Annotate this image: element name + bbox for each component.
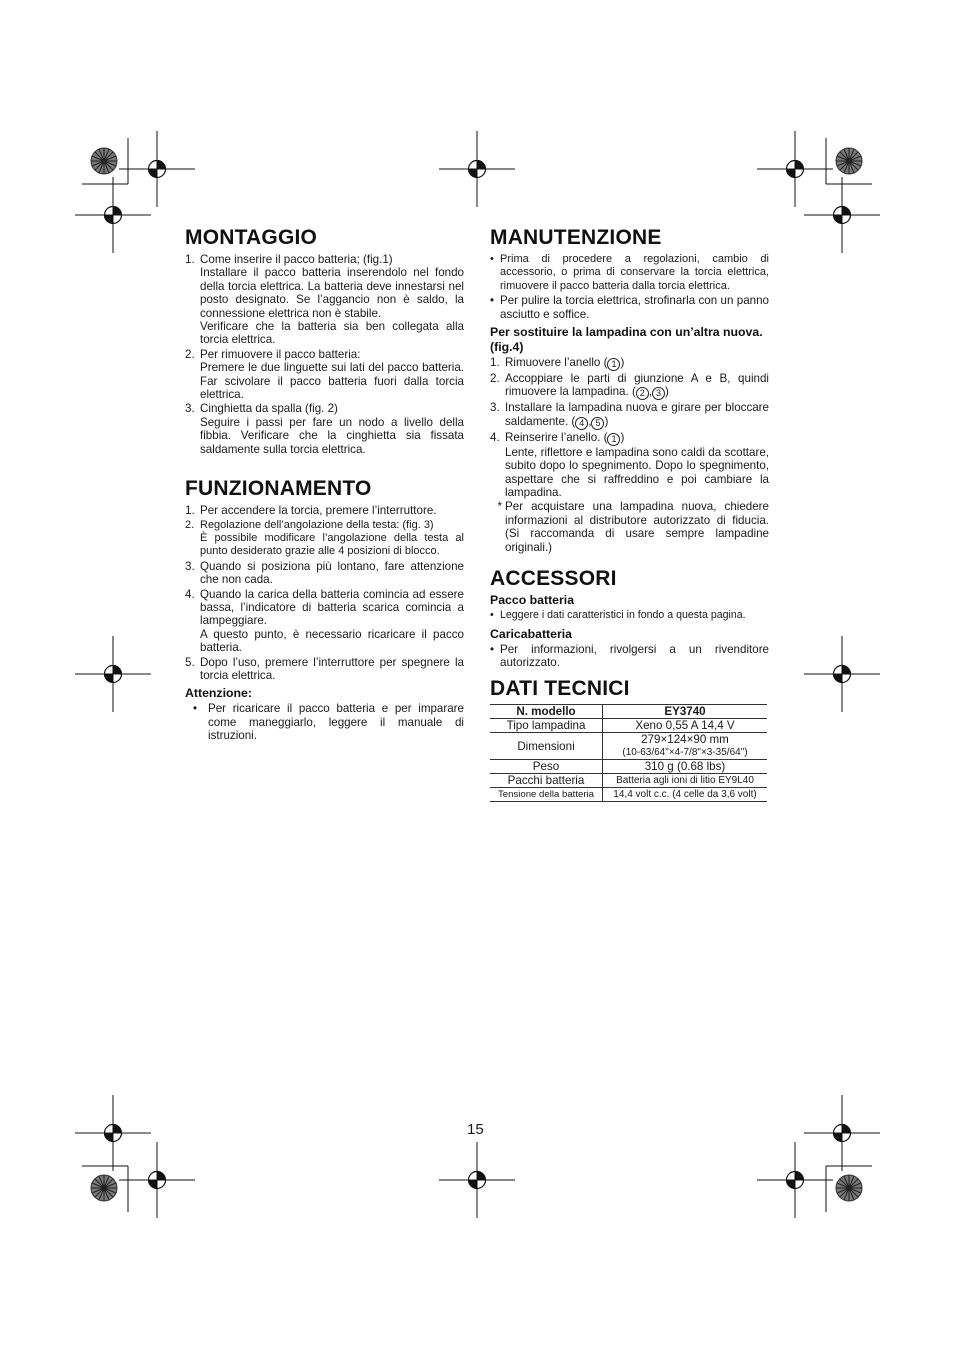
circled-number: 1 bbox=[607, 433, 620, 446]
circled-number: 4 bbox=[575, 417, 588, 430]
reg-mark-tr bbox=[757, 131, 880, 253]
list-item: 1. Rimuovere l’anello ( 1 ) bbox=[490, 356, 625, 370]
page-number: 15 bbox=[467, 1121, 484, 1138]
circled-number: 1 bbox=[607, 358, 620, 371]
color-mark-br bbox=[836, 1175, 862, 1201]
list-item: 3. Installare la lampadina nuova e girare per bloccare saldamente. ( 4 , 5 ) bbox=[490, 401, 769, 428]
table-row: Peso 310 g (0.68 lbs) bbox=[490, 760, 767, 774]
reg-mark-bl bbox=[75, 1095, 195, 1218]
reg-mark-ml bbox=[75, 636, 151, 712]
color-mark-tl bbox=[91, 148, 117, 174]
circled-number: 3 bbox=[652, 387, 665, 400]
circled-number: 5 bbox=[591, 417, 604, 430]
list-item: • Leggere i dati caratteristici in fondo a questa pagina. bbox=[490, 609, 746, 622]
note: * Per acquistare una lampadina nuova, chiedere informazioni al distributore autorizzato di fiducia. (Si raccomanda di usare sempre lampadine originali.) bbox=[497, 500, 769, 554]
specs-table bbox=[490, 704, 767, 802]
reg-mark-top-center bbox=[439, 131, 515, 207]
reg-mark-br bbox=[757, 1095, 880, 1218]
section-title-dati-tecnici: DATI TECNICI bbox=[490, 677, 630, 701]
table-header: N. modello EY3740 bbox=[490, 705, 767, 719]
list-item: • Per informazioni, rivolgersi a un rivenditore autorizzato. bbox=[490, 642, 769, 669]
lamp-replacement-title: Per sostituire la lampadina con un’altra nuova. (fig.4) bbox=[490, 325, 763, 355]
charger-title: Caricabatteria bbox=[490, 626, 573, 641]
reg-mark-bottom-center bbox=[439, 1142, 515, 1218]
reg-mark-tl bbox=[75, 131, 195, 253]
section-title-montaggio: MONTAGGIO bbox=[185, 226, 318, 249]
list-item: 5. Dopo l’uso, premere l’interruttore per spegnere la torcia elettrica. bbox=[185, 655, 464, 682]
list-item: 1. Come inserire il pacco batteria; (fig.1) Installare il pacco batteria inserendolo nel fondo della torcia elettrica. La batteria deve innestarsi nel posto designato. Se l’aggancio non è saldo, la connessione elettrica non è stabile. Verificare che la batteria sia ben collegata alla torcia elettrica. bbox=[185, 253, 464, 347]
table-row: Tensione della batteria 14,4 volt c.c. (4 celle da 3,6 volt) bbox=[490, 788, 767, 802]
section-title-manutenzione: MANUTENZIONE bbox=[490, 226, 662, 249]
table-row: Pacchi batteria Batteria agli ioni di litio EY9L40 bbox=[490, 774, 767, 788]
left-column bbox=[185, 224, 464, 744]
list-item: 2. Per rimuovere il pacco batteria: Premere le due linguette sui lati del pacco batteria. Far scivolare il pacco batteria fuori dalla torcia elettrica. bbox=[185, 347, 464, 402]
table-row: Dimensioni 279×124×90 mm (10-63/64"×4-7/8"×3-35/64") bbox=[490, 733, 767, 760]
circled-number: 2 bbox=[636, 387, 649, 400]
list-item: 2. Regolazione dell’angolazione della testa: (fig. 3) È possibile modificare l’angolazione della testa al punto desiderato grazie alle 4 posizioni di blocco. bbox=[185, 518, 464, 558]
reg-mark-mr bbox=[804, 636, 880, 712]
right-column bbox=[490, 224, 769, 802]
attention-label: Attenzione: bbox=[185, 686, 252, 701]
list-item: • Prima di procedere a regolazioni, cambio di accessorio, o prima di conservare la torcia elettrica, rimuovere il pacco batteria dalla torcia elettrica. bbox=[490, 253, 769, 292]
battery-pack-title: Pacco batteria bbox=[490, 593, 575, 608]
color-mark-tr bbox=[836, 148, 862, 174]
section-title-accessori: ACCESSORI bbox=[490, 567, 617, 591]
list-item: 4. Reinserire l’anello. ( 1 ) Lente, riflettore e lampadina sono caldi da scottare, subito dopo lo spegnimento. Dopo lo spegnimento, aspettare che si raffreddino e poi cambiare la lampadina. bbox=[490, 430, 769, 500]
list-item: 2. Accoppiare le parti di giunzione A e B, quindi rimuovere la lampadina. ( 2 , 3 ) bbox=[490, 372, 769, 399]
list-item: 3. Quando si posiziona più lontano, fare attenzione che non cada. bbox=[185, 559, 464, 587]
color-mark-bl bbox=[91, 1175, 117, 1201]
list-item: 1. Per accendere la torcia, premere l’interruttore. bbox=[185, 504, 437, 518]
section-title-funzionamento: FUNZIONAMENTO bbox=[185, 477, 372, 501]
list-item: 3. Cinghietta da spalla (fig. 2) Seguire i passi per fare un nodo a livello della fibbia. Verificare che la cinghietta sia fissata saldamente sulla torcia elettrica. bbox=[185, 402, 464, 456]
list-item: • Per pulire la torcia elettrica, strofinarla con un panno asciutto e soffice. bbox=[490, 294, 769, 321]
table-row: Tipo lampadina Xeno 0,55 A 14,4 V bbox=[490, 719, 767, 733]
list-item: • Per ricaricare il pacco batteria e per imparare come maneggiarlo, leggere il manuale di istruzioni. bbox=[193, 702, 464, 743]
list-item: 4. Quando la carica della batteria comincia ad essere bassa, l’indicatore di batteria scarica comincia a lampeggiare. A questo punto, è necessario ricaricare il pacco batteria. bbox=[185, 587, 464, 655]
